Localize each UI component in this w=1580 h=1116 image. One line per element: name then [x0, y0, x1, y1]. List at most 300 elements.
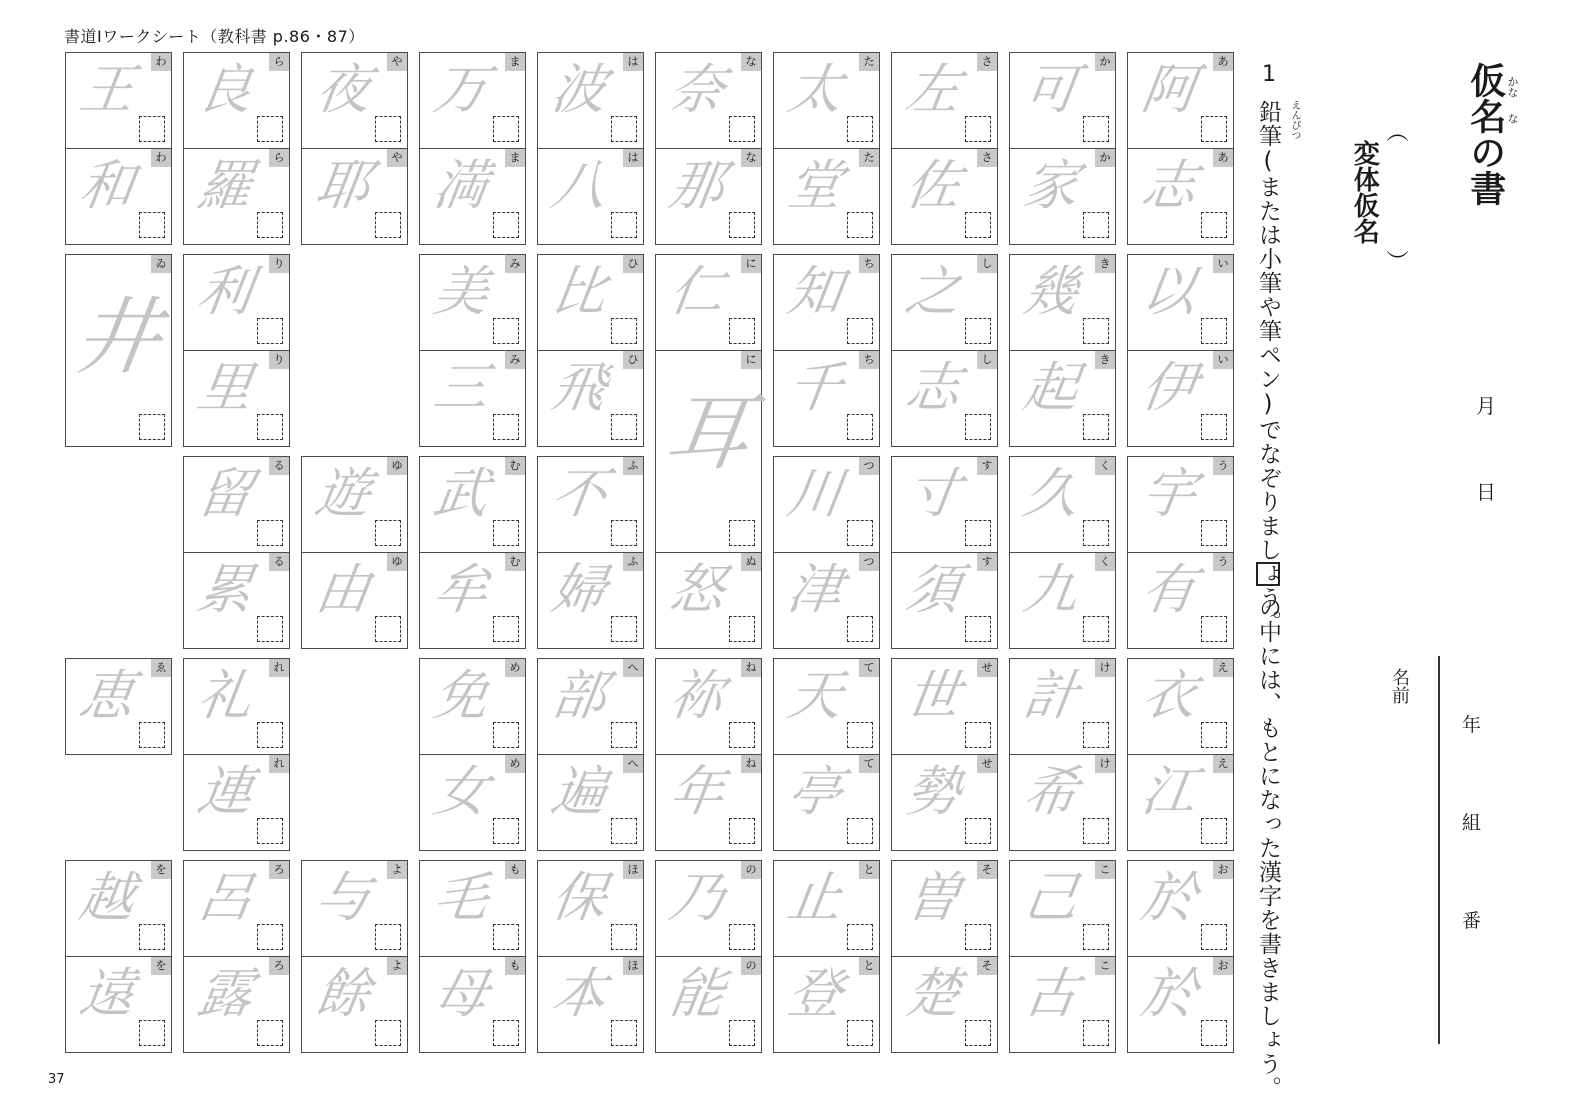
tracing-glyph: 餘 — [311, 962, 375, 1025]
kanji-answer-box[interactable] — [611, 1020, 637, 1046]
kanji-answer-box[interactable] — [965, 616, 991, 642]
tracing-glyph: 本 — [547, 962, 611, 1025]
tracing-glyph: 於 — [1137, 962, 1201, 1025]
kana-label: え — [1213, 659, 1233, 677]
kanji-answer-box[interactable] — [1201, 924, 1227, 950]
practice-cell — [419, 254, 526, 351]
kanji-answer-box[interactable] — [375, 520, 401, 546]
kana-label: れ — [269, 755, 289, 773]
tracing-glyph: 津 — [783, 558, 847, 621]
kanji-answer-box[interactable] — [847, 924, 873, 950]
kanji-answer-box[interactable] — [1201, 116, 1227, 142]
tracing-glyph: 希 — [1019, 760, 1083, 823]
tracing-glyph: 呂 — [193, 866, 257, 929]
kana-label: け — [1095, 755, 1115, 773]
kanji-answer-box[interactable] — [493, 212, 519, 238]
practice-cell — [301, 456, 408, 553]
kanji-answer-box[interactable] — [139, 116, 165, 142]
date-day-label: 日 — [1476, 480, 1496, 504]
kana-label: も — [505, 861, 525, 879]
kana-label: へ — [623, 755, 643, 773]
practice-cell — [537, 956, 644, 1053]
kana-label: め — [505, 755, 525, 773]
kana-label: ら — [269, 149, 289, 167]
kanji-answer-box[interactable] — [375, 116, 401, 142]
kana-label: ま — [505, 149, 525, 167]
kanji-answer-box[interactable] — [257, 520, 283, 546]
kanji-answer-box[interactable] — [257, 212, 283, 238]
tracing-glyph: 王 — [75, 58, 139, 121]
name-line — [1438, 656, 1440, 1044]
tracing-glyph: 川 — [783, 462, 847, 525]
kana-label: お — [1213, 861, 1233, 879]
kanji-answer-box[interactable] — [493, 924, 519, 950]
kanji-answer-box[interactable] — [1083, 722, 1109, 748]
tracing-glyph: 乃 — [665, 866, 729, 929]
tracing-glyph: 連 — [193, 760, 257, 823]
practice-cell — [1127, 456, 1234, 553]
kanji-answer-box[interactable] — [139, 722, 165, 748]
kana-label: お — [1213, 957, 1233, 975]
tracing-glyph: 左 — [901, 58, 965, 121]
kanji-answer-box[interactable] — [729, 722, 755, 748]
tracing-glyph: 登 — [783, 962, 847, 1025]
practice-cell — [301, 956, 408, 1053]
kanji-answer-box[interactable] — [493, 616, 519, 642]
practice-cell — [773, 658, 880, 755]
kanji-answer-box[interactable] — [847, 1020, 873, 1046]
kana-label: む — [505, 457, 525, 475]
tracing-glyph: 礼 — [193, 664, 257, 727]
tracing-glyph: 古 — [1019, 962, 1083, 1025]
tracing-glyph: 比 — [547, 260, 611, 323]
instruction-number: 1 — [1262, 62, 1276, 87]
kanji-answer-box[interactable] — [847, 818, 873, 844]
instruction-line-2: の中には、もとになった漢字を書きましょう。 — [1255, 596, 1281, 1100]
kanji-answer-box[interactable] — [965, 414, 991, 440]
kana-label: ひ — [623, 351, 643, 369]
kanji-answer-box[interactable] — [611, 722, 637, 748]
kanji-answer-box[interactable] — [729, 318, 755, 344]
kana-label: ゆ — [387, 553, 407, 571]
kana-label: そ — [977, 861, 997, 879]
kanji-answer-box[interactable] — [847, 116, 873, 142]
subtitle-open-paren: （ — [1383, 120, 1408, 142]
tracing-glyph: 千 — [783, 356, 847, 419]
practice-cell — [773, 350, 880, 447]
practice-cell — [1127, 254, 1234, 351]
kana-label: る — [269, 457, 289, 475]
tracing-glyph: 天 — [783, 664, 847, 727]
practice-cell — [419, 754, 526, 851]
kanji-answer-box[interactable] — [257, 924, 283, 950]
kana-label: つ — [859, 457, 879, 475]
kanji-answer-box[interactable] — [847, 318, 873, 344]
practice-cell — [1009, 860, 1116, 957]
tracing-glyph: 世 — [901, 664, 965, 727]
kanji-answer-box[interactable] — [139, 924, 165, 950]
kana-label: と — [859, 957, 879, 975]
kanji-answer-box[interactable] — [493, 1020, 519, 1046]
practice-cell — [655, 148, 762, 245]
kanji-answer-box[interactable] — [611, 520, 637, 546]
practice-cell — [1009, 456, 1116, 553]
tracing-glyph: 衣 — [1137, 664, 1201, 727]
tracing-glyph: 起 — [1019, 356, 1083, 419]
kanji-answer-box[interactable] — [257, 116, 283, 142]
kanji-answer-box[interactable] — [729, 212, 755, 238]
kanji-answer-box[interactable] — [847, 212, 873, 238]
tracing-glyph: 露 — [193, 962, 257, 1025]
practice-cell — [891, 860, 998, 957]
tracing-glyph: 井 — [69, 288, 167, 386]
practice-cell — [1127, 860, 1234, 957]
kana-label: そ — [977, 957, 997, 975]
kanji-answer-box[interactable] — [611, 116, 637, 142]
tracing-glyph: 良 — [193, 58, 257, 121]
practice-cell — [65, 956, 172, 1053]
practice-cell — [537, 658, 644, 755]
kanji-answer-box[interactable] — [1083, 520, 1109, 546]
subtitle-close-paren: ） — [1383, 250, 1408, 272]
kanji-answer-box[interactable] — [257, 818, 283, 844]
kana-label: つ — [859, 553, 879, 571]
kanji-answer-box[interactable] — [729, 116, 755, 142]
practice-cell — [183, 52, 290, 149]
kana-label: ね — [741, 659, 761, 677]
practice-cell — [301, 552, 408, 649]
tracing-glyph: 能 — [665, 962, 729, 1025]
kanji-answer-box[interactable] — [493, 520, 519, 546]
kana-label: き — [1095, 255, 1115, 273]
practice-cell — [773, 552, 880, 649]
practice-cell — [65, 860, 172, 957]
tracing-glyph: 母 — [429, 962, 493, 1025]
kanji-answer-box[interactable] — [139, 212, 165, 238]
practice-cell — [65, 254, 172, 447]
tracing-glyph: 満 — [429, 154, 493, 217]
kana-label: ほ — [623, 861, 643, 879]
kanji-answer-box[interactable] — [375, 616, 401, 642]
practice-cell — [183, 956, 290, 1053]
practice-cell — [1009, 552, 1116, 649]
tracing-glyph: 亭 — [783, 760, 847, 823]
practice-cell — [419, 350, 526, 447]
practice-cell — [301, 52, 408, 149]
kana-label: あ — [1213, 149, 1233, 167]
kana-label: を — [151, 957, 171, 975]
kanji-answer-box[interactable] — [1083, 212, 1109, 238]
practice-cell — [183, 860, 290, 957]
tracing-glyph: 耶 — [311, 154, 375, 217]
kanji-answer-box[interactable] — [729, 520, 755, 546]
kana-label: を — [151, 861, 171, 879]
tracing-glyph: 江 — [1137, 760, 1201, 823]
kanji-answer-box[interactable] — [1201, 212, 1227, 238]
kanji-answer-box[interactable] — [375, 924, 401, 950]
kana-label: ら — [269, 53, 289, 71]
name-label: 名前 — [1389, 668, 1410, 704]
kanji-answer-box[interactable] — [847, 722, 873, 748]
kanji-answer-box[interactable] — [375, 1020, 401, 1046]
kanji-answer-box[interactable] — [847, 414, 873, 440]
kana-label: よ — [387, 861, 407, 879]
kanji-answer-box[interactable] — [611, 616, 637, 642]
tracing-glyph: 計 — [1019, 664, 1083, 727]
kana-label: の — [741, 861, 761, 879]
practice-cell — [419, 956, 526, 1053]
tracing-glyph: 有 — [1137, 558, 1201, 621]
kanji-answer-box[interactable] — [611, 212, 637, 238]
kana-label: ゆ — [387, 457, 407, 475]
tracing-glyph: 於 — [1137, 866, 1201, 929]
kana-label: わ — [151, 53, 171, 71]
kana-label: せ — [977, 755, 997, 773]
practice-cell — [1009, 754, 1116, 851]
kana-label: ふ — [623, 457, 643, 475]
kanji-answer-box[interactable] — [965, 924, 991, 950]
tracing-glyph: 佐 — [901, 154, 965, 217]
practice-cell — [1009, 658, 1116, 755]
kana-label: ひ — [623, 255, 643, 273]
kanji-answer-box[interactable] — [257, 722, 283, 748]
practice-cell — [537, 52, 644, 149]
kanji-answer-box[interactable] — [1201, 722, 1227, 748]
tracing-glyph: 羅 — [193, 154, 257, 217]
practice-cell — [891, 350, 998, 447]
tracing-glyph: 免 — [429, 664, 493, 727]
kana-label: わ — [151, 149, 171, 167]
kanji-answer-box[interactable] — [729, 1020, 755, 1046]
tracing-glyph: 遊 — [311, 462, 375, 525]
kana-label: あ — [1213, 53, 1233, 71]
kana-label: ね — [741, 755, 761, 773]
tracing-glyph: 寸 — [901, 462, 965, 525]
kana-label: ゑ — [151, 659, 171, 677]
practice-cell — [891, 148, 998, 245]
kanji-answer-box[interactable] — [965, 318, 991, 344]
tracing-glyph: 太 — [783, 58, 847, 121]
kanji-answer-box[interactable] — [965, 116, 991, 142]
practice-cell — [537, 254, 644, 351]
instruction-line-1: 鉛筆(または小筆や筆ペン)でなぞりましょう。 — [1255, 100, 1281, 634]
practice-cell — [1127, 754, 1234, 851]
kana-label: く — [1095, 457, 1115, 475]
kana-label: み — [505, 351, 525, 369]
tracing-glyph: 武 — [429, 462, 493, 525]
tracing-glyph: 九 — [1019, 558, 1083, 621]
kana-label: て — [859, 755, 879, 773]
practice-cell — [183, 254, 290, 351]
kana-label: よ — [387, 957, 407, 975]
kanji-answer-box[interactable] — [965, 1020, 991, 1046]
tracing-glyph: 阿 — [1137, 58, 1201, 121]
practice-cell — [773, 956, 880, 1053]
practice-cell — [1009, 350, 1116, 447]
kana-label: ろ — [269, 957, 289, 975]
practice-cell — [655, 552, 762, 649]
kanji-answer-box[interactable] — [1201, 1020, 1227, 1046]
kanji-answer-box[interactable] — [1201, 318, 1227, 344]
kanji-answer-box[interactable] — [965, 212, 991, 238]
kanji-answer-box[interactable] — [1083, 616, 1109, 642]
kanji-answer-box[interactable] — [611, 924, 637, 950]
practice-cell — [419, 52, 526, 149]
kanji-answer-box[interactable] — [1083, 924, 1109, 950]
tracing-glyph: 伊 — [1137, 356, 1201, 419]
kana-label: や — [387, 149, 407, 167]
kana-label: す — [977, 457, 997, 475]
practice-cell — [891, 658, 998, 755]
kanji-answer-box[interactable] — [257, 1020, 283, 1046]
kanji-answer-box[interactable] — [1083, 116, 1109, 142]
kanji-answer-box[interactable] — [257, 318, 283, 344]
kanji-answer-box[interactable] — [493, 818, 519, 844]
kana-label: ち — [859, 351, 879, 369]
practice-cell — [419, 658, 526, 755]
kana-label: は — [623, 149, 643, 167]
kanji-answer-box[interactable] — [493, 722, 519, 748]
practice-cell — [1127, 658, 1234, 755]
practice-cell — [1009, 52, 1116, 149]
tracing-glyph: 年 — [665, 760, 729, 823]
kana-label: ゐ — [151, 255, 171, 273]
title-ruby-na: な — [1506, 113, 1519, 124]
practice-cell — [1127, 956, 1234, 1053]
kana-label: も — [505, 957, 525, 975]
practice-cell — [655, 350, 762, 553]
tracing-glyph: 志 — [901, 356, 965, 419]
practice-cell — [183, 552, 290, 649]
practice-cell — [419, 456, 526, 553]
practice-cell — [891, 956, 998, 1053]
kana-label: せ — [977, 659, 997, 677]
kanji-answer-box[interactable] — [965, 818, 991, 844]
tracing-glyph: 志 — [1137, 154, 1201, 217]
tracing-glyph: 里 — [193, 356, 257, 419]
practice-cell — [183, 148, 290, 245]
kana-label: ち — [859, 255, 879, 273]
tracing-glyph: 恵 — [75, 664, 139, 727]
kanji-answer-box[interactable] — [1083, 1020, 1109, 1046]
kana-label: め — [505, 659, 525, 677]
kana-label: う — [1213, 457, 1233, 475]
kana-label: し — [977, 351, 997, 369]
kanji-answer-box[interactable] — [729, 924, 755, 950]
kana-label: す — [977, 553, 997, 571]
kanji-answer-box[interactable] — [611, 818, 637, 844]
kanji-answer-box[interactable] — [729, 616, 755, 642]
kana-label: と — [859, 861, 879, 879]
practice-cell — [183, 350, 290, 447]
practice-cell — [65, 148, 172, 245]
tracing-glyph: 可 — [1019, 58, 1083, 121]
kana-label: う — [1213, 553, 1233, 571]
kana-label: ま — [505, 53, 525, 71]
kana-label: な — [741, 53, 761, 71]
kana-label: れ — [269, 659, 289, 677]
kanji-answer-box[interactable] — [847, 616, 873, 642]
kana-label: に — [741, 255, 761, 273]
kana-label: の — [741, 957, 761, 975]
kanji-answer-box[interactable] — [1201, 520, 1227, 546]
kanji-answer-box[interactable] — [611, 318, 637, 344]
tracing-glyph: 楚 — [901, 962, 965, 1025]
kanji-answer-box[interactable] — [139, 414, 165, 440]
practice-cell — [183, 658, 290, 755]
practice-cell — [1127, 350, 1234, 447]
tracing-glyph: 波 — [547, 58, 611, 121]
kana-label: こ — [1095, 861, 1115, 879]
practice-cell — [301, 148, 408, 245]
kanji-answer-box[interactable] — [729, 818, 755, 844]
practice-cell — [655, 754, 762, 851]
kanji-answer-box[interactable] — [611, 414, 637, 440]
kana-label: ふ — [623, 553, 643, 571]
kanji-answer-box[interactable] — [257, 616, 283, 642]
tracing-glyph: 与 — [311, 866, 375, 929]
kanji-answer-box[interactable] — [493, 116, 519, 142]
kanji-answer-box[interactable] — [1083, 818, 1109, 844]
kana-label: る — [269, 553, 289, 571]
practice-cell — [891, 754, 998, 851]
practice-cell — [537, 552, 644, 649]
practice-cell — [773, 254, 880, 351]
kanji-answer-box[interactable] — [965, 520, 991, 546]
kana-label: ぬ — [741, 553, 761, 571]
kana-label: な — [741, 149, 761, 167]
practice-cell — [773, 754, 880, 851]
kanji-answer-box[interactable] — [493, 414, 519, 440]
practice-cell — [1127, 552, 1234, 649]
tracing-glyph: 之 — [901, 260, 965, 323]
practice-cell — [183, 456, 290, 553]
kanji-answer-box[interactable] — [847, 520, 873, 546]
kanji-answer-box[interactable] — [1083, 318, 1109, 344]
practice-cell — [301, 860, 408, 957]
tracing-glyph: 以 — [1137, 260, 1201, 323]
kana-label: り — [269, 255, 289, 273]
kana-label: さ — [977, 149, 997, 167]
tracing-glyph: 利 — [193, 260, 257, 323]
tracing-glyph: 己 — [1019, 866, 1083, 929]
tracing-glyph: 仁 — [665, 260, 729, 323]
practice-cell — [655, 860, 762, 957]
tracing-glyph: 祢 — [665, 664, 729, 727]
kanji-answer-box[interactable] — [1083, 414, 1109, 440]
kanji-answer-box[interactable] — [1201, 818, 1227, 844]
practice-cell — [773, 52, 880, 149]
kanji-answer-box[interactable] — [257, 414, 283, 440]
kanji-answer-box[interactable] — [139, 1020, 165, 1046]
practice-cell — [1127, 148, 1234, 245]
kanji-answer-box[interactable] — [1201, 616, 1227, 642]
practice-cell — [419, 552, 526, 649]
tracing-glyph: 留 — [193, 462, 257, 525]
tracing-glyph: 幾 — [1019, 260, 1083, 323]
practice-cell — [1127, 52, 1234, 149]
kanji-answer-box[interactable] — [375, 212, 401, 238]
tracing-glyph: 那 — [665, 154, 729, 217]
kana-label: く — [1095, 553, 1115, 571]
kana-label: む — [505, 553, 525, 571]
tracing-glyph: 和 — [75, 154, 139, 217]
kanji-answer-box[interactable] — [965, 722, 991, 748]
tracing-glyph: 遍 — [547, 760, 611, 823]
practice-cell — [891, 552, 998, 649]
kanji-answer-box[interactable] — [493, 318, 519, 344]
kanji-answer-box[interactable] — [1201, 414, 1227, 440]
